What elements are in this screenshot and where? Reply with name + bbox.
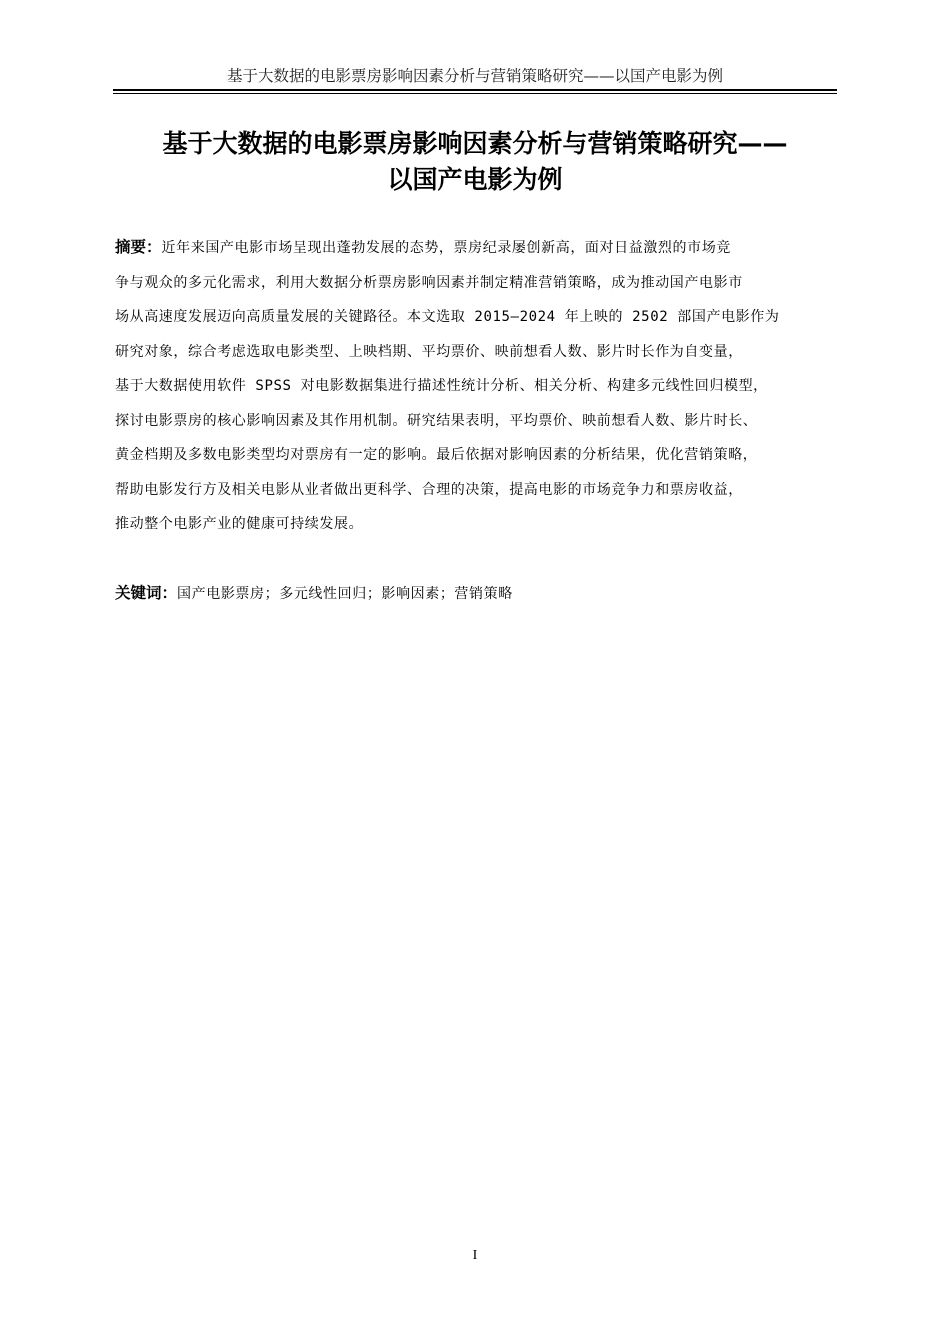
header-rule-thin [113,93,837,94]
abstract-line: 推动整个电影产业的健康可持续发展。 [115,516,364,532]
abstract-line: 探讨电影票房的核心影响因素及其作用机制。研究结果表明，平均票价、映前想看人数、影片时长、 [115,412,758,429]
document-title-line-1: 基于大数据的电影票房影响因素分析与营销策略研究—— [162,129,788,158]
abstract-line: 场从高速度发展迈向高质量发展的关键路径。本文选取 2015—2024 年上映的 2502 部国产电影作为 [115,309,780,325]
keywords-label: 关键词： [115,584,178,602]
abstract-line [115,230,850,266]
document-title-line-2: 以国产电影为例 [387,165,563,194]
abstract-line: 黄金档期及多数电影类型均对票房有一定的影响。最后依据对影响因素的分析结果，优化营销策略， [115,447,758,463]
abstract-line-text: 近年来国产电影市场呈现出蓬勃发展的态势，票房纪录屡创新高，面对日益激烈的市场竞 [161,240,731,256]
abstract-line: 基于大数据使用软件 SPSS 对电影数据集进行描述性统计分析、相关分析、构建多元线性回归模型， [115,378,768,394]
keywords-section [115,578,850,609]
abstract-line: 帮助电影发行方及相关电影从业者做出更科学、合理的决策，提高电影的市场竞争力和票房收益， [115,481,743,498]
document-title [100,126,850,198]
abstract-line: 争与观众的多元化需求，利用大数据分析票房影响因素并制定精准营销策略，成为推动国产电影市 [115,274,743,291]
header-rule-thick [113,89,837,91]
page-number: I [472,1248,478,1263]
abstract-label: 摘要： [115,238,162,256]
abstract-line: 研究对象，综合考虑选取电影类型、上映档期、平均票价、映前想看人数、影片时长作为自变量， [115,343,743,360]
keywords-text: 国产电影票房；多元线性回归；影响因素；营销策略 [177,586,513,602]
running-header: 基于大数据的电影票房影响因素分析与营销策略研究——以国产电影为例 [226,67,723,85]
abstract-section [115,230,850,542]
